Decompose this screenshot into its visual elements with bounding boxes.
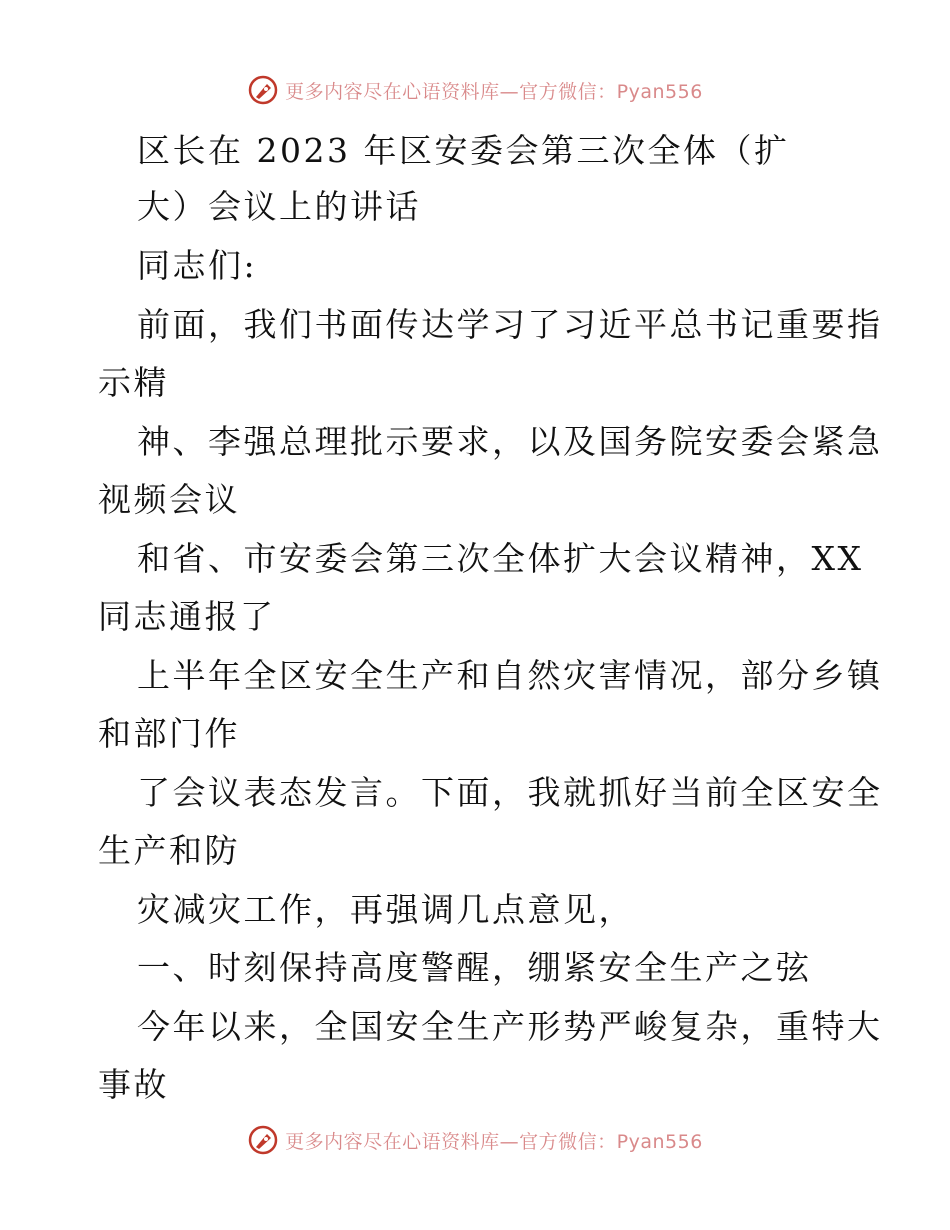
paragraph-line: 事故 (98, 1065, 169, 1104)
paragraph-line: 生产和防 (98, 831, 240, 870)
top-watermark-banner (0, 70, 950, 110)
paragraph-line: 前面，我们书面传达学习了习近平总书记重要指 (137, 305, 883, 344)
title-line-2: 大）会议上的讲话 (137, 187, 421, 226)
paragraph-line: 示精 (98, 363, 169, 402)
section-heading: 一、时刻保持高度警醒，绷紧安全生产之弦 (137, 948, 812, 987)
title-line-1: 区长在 2023 年区安委会第三次全体（扩 (137, 131, 790, 170)
salutation: 同志们: (137, 246, 258, 285)
paragraph-line: 和省、市安委会第三次全体扩大会议精神，XX (137, 539, 864, 578)
bottom-watermark-banner (0, 1120, 950, 1160)
paragraph-line: 同志通报了 (98, 597, 276, 636)
paragraph-line: 今年以来，全国安全生产形势严峻复杂，重特大 (137, 1007, 883, 1046)
pen-nib-logo-icon (247, 1124, 279, 1156)
paragraph-line: 了会议表态发言。下面，我就抓好当前全区安全 (137, 773, 883, 812)
paragraph-line: 上半年全区安全生产和自然灾害情况，部分乡镇 (137, 656, 883, 695)
watermark-text: 更多内容尽在心语资料库—官方微信：Pyan556 (285, 80, 703, 103)
paragraph-line: 视频会议 (98, 480, 240, 519)
pen-nib-logo-icon (247, 74, 279, 106)
paragraph-line: 神、李强总理批示要求，以及国务院安委会紧急 (137, 422, 883, 461)
paragraph-line: 和部门作 (98, 714, 240, 753)
paragraph-line: 灾减灾工作，再强调几点意见， (137, 890, 634, 929)
watermark-text: 更多内容尽在心语资料库—官方微信：Pyan556 (285, 1130, 703, 1153)
